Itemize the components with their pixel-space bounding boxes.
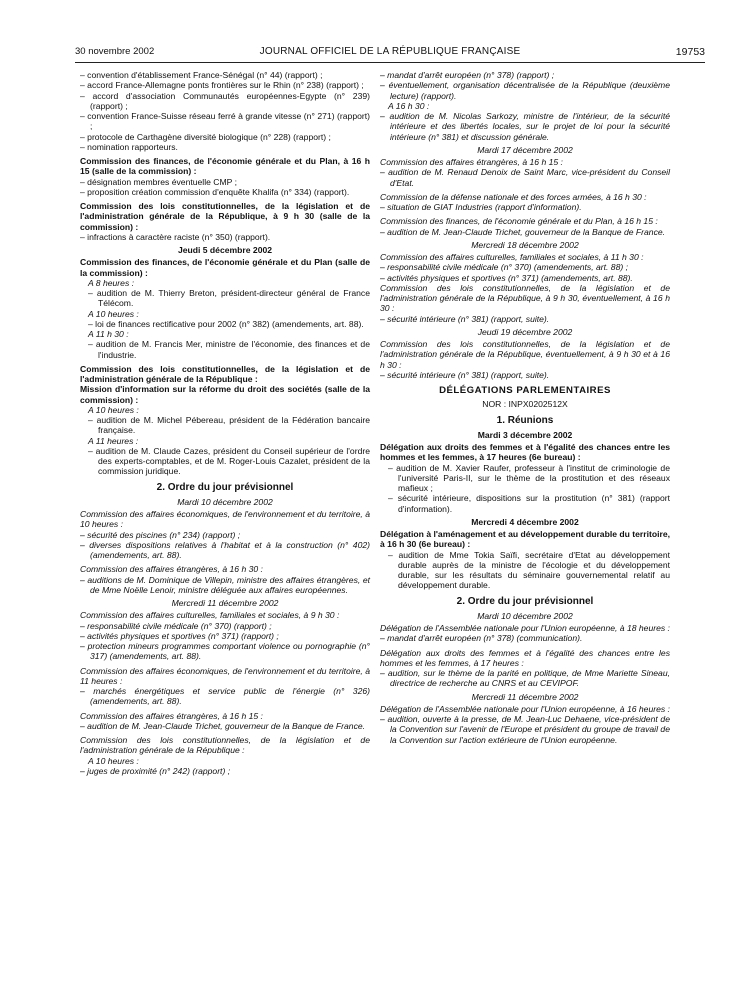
paragraph: Mardi 10 décembre 2002 <box>177 496 273 507</box>
paragraph: Commission des affaires économiques, de l'environnement et du territoire, à 10 heures : <box>80 509 370 530</box>
paragraph: Commission des lois constitutionnelles, de la législation et de l'administration générale de la République : <box>80 363 370 384</box>
paragraph: – audition de M. Xavier Raufer, professeur à l'institut de criminologie de l'université Paris-II, sur le thème de la prostitution et des réseaux mafieux ; <box>388 462 670 493</box>
paragraph: – audition de M. Jean-Claude Trichet, gouverneur de la Banque de France. <box>80 720 366 731</box>
paragraph: Mercredi 18 décembre 2002 <box>471 239 579 250</box>
paragraph: – activités physiques et sportives (n° 371) (rapport) ; <box>80 630 279 641</box>
paragraph: Mission d'information sur la réforme du droit des sociétés (salle de la commission) : <box>80 384 370 405</box>
paragraph: Commission des finances, de l'économie générale et du Plan, à 16 h 15 (salle de la commission) : <box>80 156 370 177</box>
paragraph: – audition de Mme Tokia Saïfi, secrétaire d'Etat au développement durable auprès de la ministre de l'écologie et du développement durable, sur les résultats du séminaire gouvernemental relatif au développement durable. <box>388 549 670 591</box>
paragraph: 1. Réunions <box>496 414 554 426</box>
header-rule <box>75 62 705 63</box>
paragraph: Mercredi 11 décembre 2002 <box>471 691 579 702</box>
paragraph: Commission des finances, de l'économie générale et du Plan, à 16 h 15 : <box>380 216 658 227</box>
paragraph: – diverses dispositions relatives à l'habitat et à la construction (n° 402) (amendements, art. 88). <box>80 539 370 560</box>
paragraph: DÉLÉGATIONS PARLEMENTAIRES <box>439 385 611 396</box>
paragraph: – activités physiques et sportives (n° 371) (amendements, art. 88). <box>380 272 633 283</box>
paragraph: Commission des lois constitutionnelles, de la législation et de l'administration générale de la République, éventuellement, à 9 h 30 et à 16 h 30 : <box>380 339 670 370</box>
paragraph: Jeudi 5 décembre 2002 <box>177 245 273 255</box>
paragraph: – infractions à caractère raciste (n° 350) (rapport). <box>80 231 271 242</box>
paragraph: – marchés énergétiques et service public de l'énergie (n° 326) (amendements, art. 88). <box>80 686 370 707</box>
paragraph: – loi de finances rectificative pour 2002 (n° 382) (amendements, art. 88). <box>88 318 364 329</box>
right-column <box>380 70 670 745</box>
paragraph: Jeudi 19 décembre 2002 <box>477 326 573 337</box>
paragraph: Commission des affaires culturelles, familiales et sociales, à 11 h 30 : <box>380 252 644 262</box>
left-column <box>80 70 370 776</box>
paragraph: – protocole de Carthagène diversité biologique (n° 228) (rapport) ; <box>80 131 331 142</box>
paragraph: – audition de M. Claude Cazes, président du Conseil supérieur de l'ordre des experts-comptables, et de M. Roger-Louis Cazalet, président de la commission juridique. <box>88 445 370 477</box>
paragraph: NOR : INPX0202512X <box>482 399 568 410</box>
paragraph: Mardi 17 décembre 2002 <box>477 144 573 155</box>
paragraph: Mardi 10 décembre 2002 <box>477 610 573 621</box>
paragraph: – convention France-Suisse réseau ferré à grande vitesse (n° 271) (rapport) ; <box>80 111 370 132</box>
paragraph: – convention d'établissement France-Sénégal (n° 44) (rapport) ; <box>80 70 323 80</box>
journal-title: JOURNAL OFFICIEL DE LA RÉPUBLIQUE FRANÇAISE <box>259 46 521 57</box>
paragraph: 2. Ordre du jour prévisionnel <box>456 595 594 607</box>
paragraph: A 8 heures : <box>88 277 135 288</box>
paragraph: Commission des affaires culturelles, familiales et sociales, à 9 h 30 : <box>80 610 340 621</box>
paragraph: – auditions de M. Dominique de Villepin, ministre des affaires étrangères, et de Mme Noëlle Lenoir, ministre déléguée aux affaires européennes. <box>80 574 370 595</box>
paragraph: – nomination rapporteurs. <box>80 141 178 152</box>
paragraph: Délégation aux droits des femmes et à l'égalité des chances entre les hommes et les femmes, à 17 heures : <box>380 647 670 668</box>
paragraph: A 10 heures : <box>88 308 139 319</box>
paragraph: – audition de M. Francis Mer, ministre de l'économie, des finances et de l'industrie. <box>88 339 370 360</box>
paragraph: – audition, ouverte à la presse, de M. Jean-Luc Dehaene, vice-président de la Convention sur l'avenir de l'Europe et président du groupe de travail de la Convention sur l'action extérieure de l'Union européenne. <box>380 714 670 745</box>
paragraph: A 11 h 30 : <box>88 329 129 339</box>
paragraph: – situation de GIAT Industries (rapport d'information). <box>380 202 582 212</box>
paragraph: A 10 heures : <box>88 404 139 415</box>
paragraph: – mandat d'arrêt européen (n° 378) (communication). <box>380 633 583 644</box>
paragraph: – sécurité intérieure (n° 381) (rapport, suite). <box>380 369 550 380</box>
paragraph: – accord France-Allemagne ponts frontières sur le Rhin (n° 238) (rapport) ; <box>80 80 364 91</box>
paragraph: Commission des lois constitutionnelles, de la législation et de l'administration générale de la République, à 9 h 30 (salle de la commission) : <box>80 201 370 232</box>
paragraph: A 11 heures : <box>88 435 139 446</box>
paragraph: – audition, sur le thème de la parité en politique, de Mme Mariette Sineau, directrice de recherche au CNRS et au CEVIPOF. <box>380 668 670 689</box>
paragraph: Commission des lois constitutionnelles, de la législation et de l'administration générale de la République : <box>80 735 370 756</box>
paragraph: Commission des affaires étrangères, à 16 h 15 : <box>380 157 563 167</box>
paragraph: – audition de M. Michel Pébereau, président de la Fédération bancaire française. <box>88 415 370 436</box>
paragraph: – responsabilité civile médicale (n° 370) (rapport) ; <box>80 620 272 631</box>
paragraph: – sécurité intérieure (n° 381) (rapport, suite). <box>380 313 550 324</box>
page-number: 19753 <box>675 46 705 58</box>
issue-date: 30 novembre 2002 <box>75 46 155 57</box>
paragraph: Commission de la défense nationale et des forces armées, à 16 h 30 : <box>380 191 647 202</box>
paragraph: Commission des finances, de l'économie générale et du Plan (salle de la commission) : <box>80 257 370 278</box>
paragraph: – protection mineurs programmes comportant violence ou pornographie (n° 317) (amendements, art. 88). <box>80 641 370 662</box>
paragraph: Commission des lois constitutionnelles, de la législation et de l'administration générale de la République, à 9 h 30, éventuellement, à 16 h 30 : <box>380 282 670 314</box>
paragraph: Mardi 3 décembre 2002 <box>477 429 573 440</box>
paragraph: Délégation à l'aménagement et au développement durable du territoire, à 16 h 30 (6e bureau) : <box>380 529 671 550</box>
paragraph: – mandat d'arrêt européen (n° 378) (rapport) ; <box>380 70 555 80</box>
paragraph: – audition de M. Jean-Claude Trichet, gouverneur de la Banque de France. <box>380 226 666 237</box>
paragraph: A 16 h 30 : <box>388 100 430 111</box>
paragraph: Délégation de l'Assemblée nationale pour l'Union européenne, à 18 heures : <box>380 623 670 633</box>
paragraph: – sécurité intérieure, dispositions sur la prostitution (n° 381) (rapport d'information). <box>388 493 670 514</box>
paragraph: – éventuellement, organisation décentralisée de la République (deuxième lecture) (rapport). <box>380 80 670 101</box>
paragraph: – juges de proximité (n° 242) (rapport) ; <box>80 765 231 776</box>
paragraph: – audition de M. Thierry Breton, président-directeur général de France Télécom. <box>88 288 370 309</box>
paragraph: – audition de M. Nicolas Sarkozy, ministre de l'intérieur, de la sécurité intérieure et des libertés locales, sur le projet de loi pour la sécurité intérieure (n° 381) et discussion générale. <box>380 111 670 142</box>
paragraph: A 10 heures : <box>88 755 139 766</box>
paragraph: Délégation de l'Assemblée nationale pour l'Union européenne, à 16 heures : <box>380 703 670 714</box>
paragraph: Mercredi 4 décembre 2002 <box>471 516 579 527</box>
paragraph: – accord d'association Communautés européennes-Egypte (n° 239) (rapport) ; <box>80 90 370 111</box>
paragraph: – audition de M. Renaud Denoix de Saint Marc, vice-président du Conseil d'Etat. <box>380 167 670 188</box>
paragraph: 2. Ordre du jour prévisionnel <box>156 481 294 493</box>
paragraph: – responsabilité civile médicale (n° 370) (amendements, art. 88) ; <box>380 262 628 273</box>
paragraph: – proposition création commission d'enquête Khalifa (n° 334) (rapport). <box>80 186 350 197</box>
paragraph: Délégation aux droits des femmes et à l'égalité des chances entre les hommes et les femmes, à 17 heures (6e bureau) : <box>380 442 670 463</box>
paragraph: – sécurité des piscines (n° 234) (rapport) ; <box>80 529 241 540</box>
page-header <box>75 46 705 62</box>
paragraph: Mercredi 11 décembre 2002 <box>171 598 279 608</box>
paragraph: Commission des affaires étrangères, à 16 h 30 : <box>80 564 263 575</box>
paragraph: – désignation membres éventuelle CMP ; <box>80 176 237 187</box>
paragraph: Commission des affaires économiques, de l'environnement et du territoire, à 11 heures : <box>80 665 370 686</box>
paragraph: Commission des affaires étrangères, à 16 h 15 : <box>80 710 263 721</box>
